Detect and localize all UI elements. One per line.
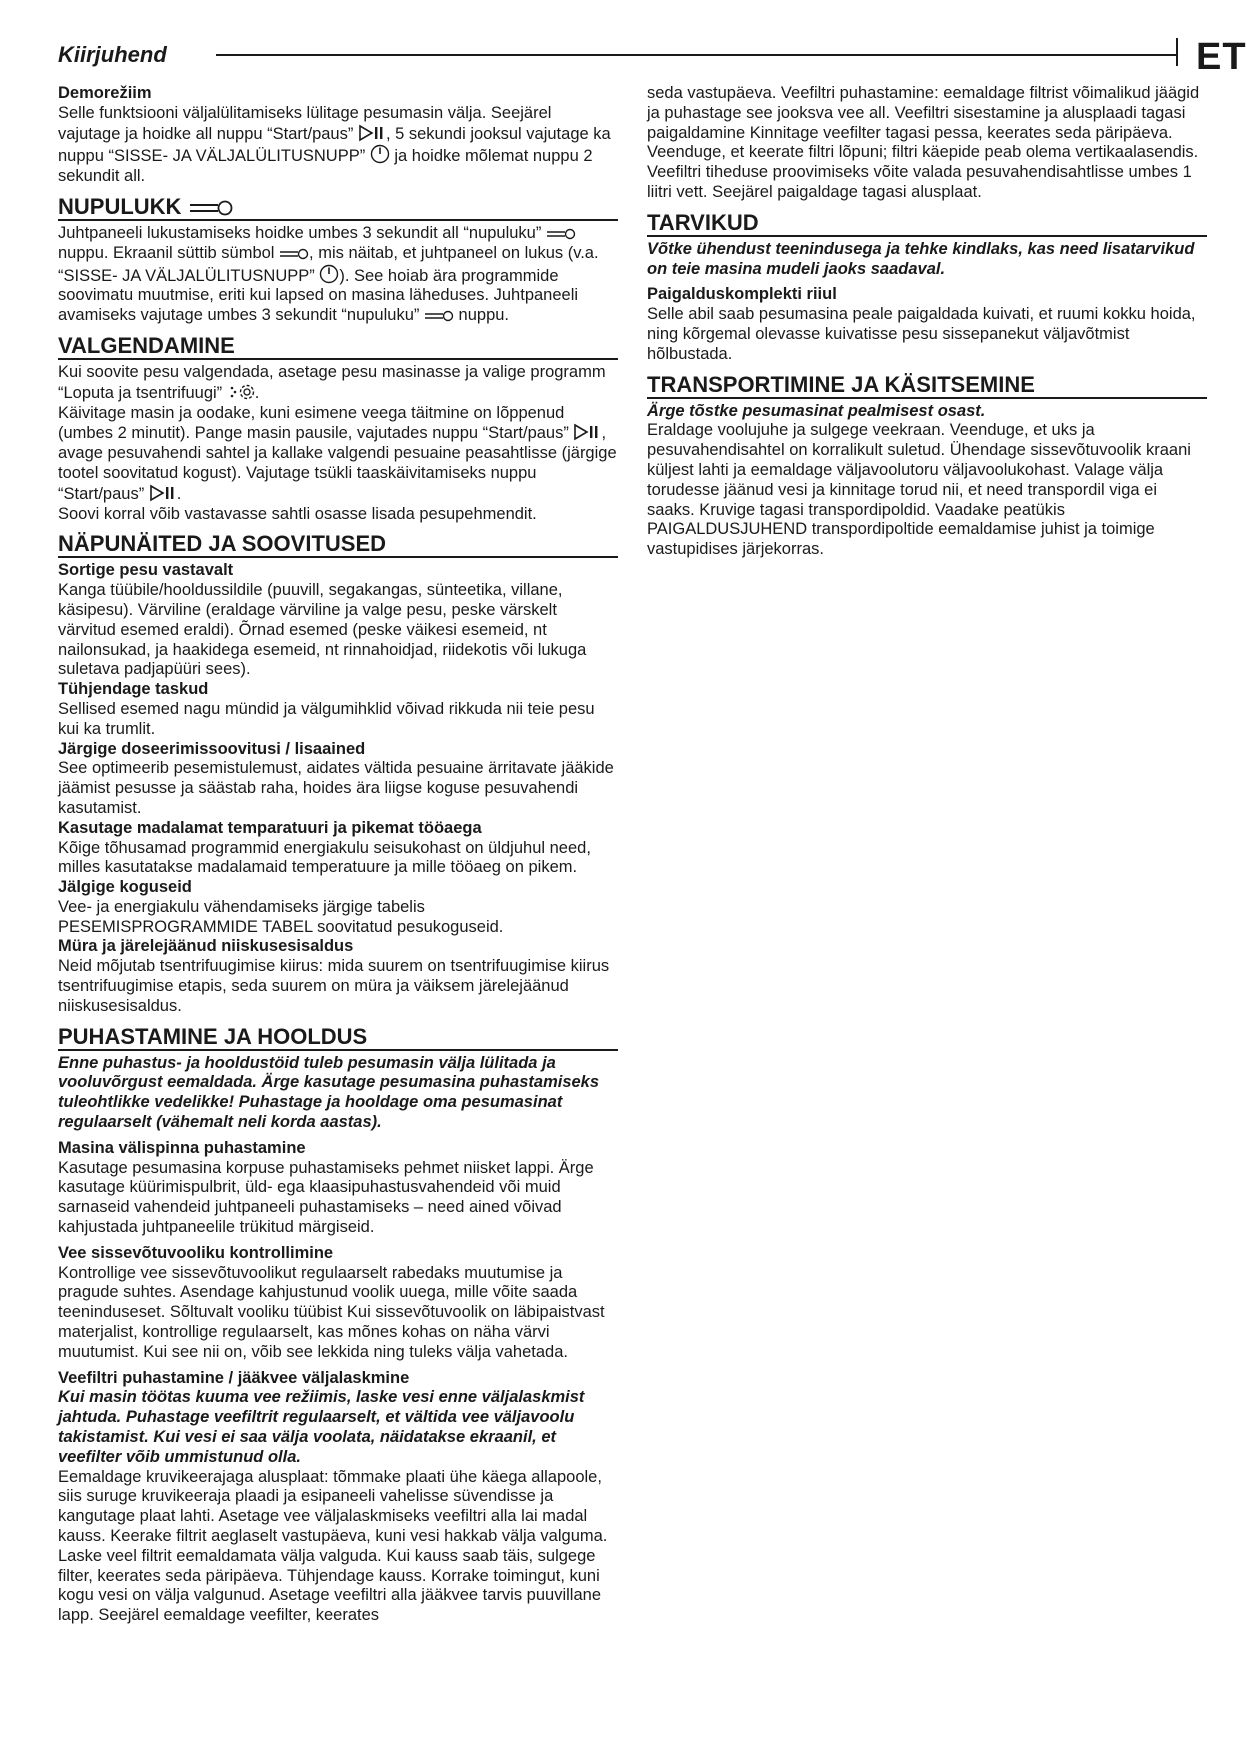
tip-heading: Müra ja järelejäänud niiskusesisaldus xyxy=(58,937,354,956)
tips-list xyxy=(58,561,618,1016)
outer-cleaning-text: Kasutage pesumasina korpuse puhastamiseks pehmet niisket lappi. Ärge kasutage küürimispulbrit, üld- ega klaasipuhastusvahendeid või muid sarnaseid vahendeid juhtpaneeli puhastamiseks – need ained võivad kahjustada juhtpaneelile trükitud märgiseid. xyxy=(58,1158,594,1237)
page-header xyxy=(58,36,1247,78)
start-pause-icon xyxy=(573,423,601,441)
outer-cleaning-heading: Masina välispinna puhastamine xyxy=(58,1138,306,1157)
tip-text: Sellised esemed nagu mündid ja välgumihklid võivad rikkuda nii teie pesu kui ka trumlit. xyxy=(58,699,595,738)
transport-heading: TRANSPORTIMINE JA KÄSITSEMINE xyxy=(647,372,1207,399)
tip-text: Neid mõjutab tsentrifuugimise kiirus: mida suurem on tsentrifuugimise kiirus tsentrifuugimise etapis, seda suurem on müra ja väiksem järelejäänud niiskusesisaldus. xyxy=(58,957,610,1015)
tip-text: See optimeerib pesemistulemust, aidates vältida pesuaine ärritavate jääkide jäämist pesusse ja säästab raha, hoides ära liigse koguse pesuvahendi kasutamist. xyxy=(58,759,614,817)
tip-heading: Jälgige koguseid xyxy=(58,878,192,897)
stacking-kit-text: Selle abil saab pesumasina peale paigaldada kuivati, et ruumi kokku hoida, ning kõrgemal olevasse kuivatisse pesu sissepanekut väljavõtmist hõlbustada. xyxy=(647,305,1196,363)
bleaching-text-3: Soovi korral võib vastavasse sahtli osasse lisada pesupehmendit. xyxy=(58,504,537,523)
power-icon xyxy=(370,144,390,164)
transport-text: Eraldage voolujuhe ja sulgege veekraan. Veenduge, et uks ja pesuvahendisahtel on korralikult suletud. Ühendage sissevõtuvoolik kraani küljest lahti ja eemaldage väljavoolutoru väljavoolukohast. Valage välja torudesse jäänud vesi ja kinnitage torud nii, et need transpordil viga ei saaks. Kruvige tagasi transpordipoldid. Vaadake peatükis PAIGALDUSJUHEND transpordipoltide eemaldamise juhist ja toimige vastupidises järjekorras. xyxy=(647,421,1191,559)
care-intro: Enne puhastus- ja hooldustöid tuleb pesumasin välja lülitada ja vooluvõrgust eemaldada. Ärge kasutage pesumasina puhastamiseks tuleohtlikke vedelikke! Puhastage ja hooldage oma pesumasinat regulaarselt (vähemalt neli korda aastas). xyxy=(58,1053,600,1132)
transport-intro: Ärge tõstke pesumasinat pealmisest osast. xyxy=(647,401,986,420)
tip-heading: Järgige doseerimissoovitusi / lisaained xyxy=(58,739,366,758)
care-heading: PUHASTAMINE JA HOOLDUS xyxy=(58,1024,618,1051)
button-lock-icon xyxy=(188,199,234,217)
filter-warning: Kui masin töötas kuuma vee režiimis, laske vesi enne väljalaskmist jahtuda. Puhastage veefiltrit regulaarselt, et vältida vee väljavoolu takistamist. Kui vesi ei saa välja voolata, näidatakse ekraanil, et veefilter võib ummistunud olla. xyxy=(58,1388,585,1466)
filter-cleaning-heading: Veefiltri puhastamine / jääkvee väljalaskmine xyxy=(58,1368,410,1387)
left-column xyxy=(58,84,618,1626)
filter-cleaning-text: Eemaldage kruvikeerajaga alusplaat: tõmmake plaati ühe käega allapoole, siis suruge kruvikeeraja plaadi ja esipaneeli vahelisse süvendisse ja kangutage plaat lahti. Asetage vee väljalaskmiseks veefiltri alla lai madal kauss. Keerake filtrit aeglaselt vastupäeva, kuni vesi hakkab välja valguma. Laske veel filtrit eemaldamata välja valguda. Kui kauss saab täis, sulgege filter, keerates seda päripäeva. Tühjendage kauss. Korrake toimingut, kuni kogu vesi on välja valgunud. Asetage veefiltri alla jääkvee tarvis puuvillane lapp. Seejärel eemaldage veefilter, keerates xyxy=(58,1467,608,1625)
right-column xyxy=(647,84,1207,560)
start-pause-icon xyxy=(149,484,177,502)
tip-text: Vee- ja energiakulu vähendamiseks järgige tabelis PESEMISPROGRAMMIDE TABEL soovitatud pesukoguseid. xyxy=(58,897,504,936)
tip-text: Kanga tüübile/hooldussildile (puuvill, segakangas, sünteetika, villane, käsipesu). Värviline (eraldage värviline ja valge pesu, peske värskelt värvitud esemed eraldi). Õrnad esemed (peske väikesi esemeid, nt nailonsukad, ja haakidega esemeid, nt rinnahoidjad, riidekotis või lukuga suletava padjapüüri sees). xyxy=(58,581,587,679)
start-pause-icon xyxy=(358,124,386,142)
tip-heading: Kasutage madalamat temparatuuri ja pikemat tööaega xyxy=(58,818,482,837)
accessories-intro: Võtke ühendust teenindusega ja tehke kindlaks, kas need lisatarvikud on teie masina mudeli jaoks saadaval. xyxy=(647,239,1195,278)
power-icon xyxy=(319,264,339,284)
bleaching-heading: VALGENDAMINE xyxy=(58,333,618,360)
demo-mode-heading: Demorežiim xyxy=(58,84,152,102)
stacking-kit-heading: Paigalduskomplekti riiul xyxy=(647,285,837,304)
button-lock-text: Juhtpaneeli lukustamiseks hoidke umbes 3 sekundit all “nupuluku” nuppu. Ekraanil süttib sümbol , mis näitab, et juhtpaneel on lukus (v.a. “SISSE- JA VÄLJALÜLITUSNUPP” ). See hoiab ära programmide soovimatu muutmise, eriti kui lapsed on masina läheduses. Juhtpaneeli avamiseks vajutage umbes 3 sekundit “nupuluku” nuppu. xyxy=(58,223,599,325)
button-lock-icon xyxy=(546,227,576,241)
button-lock-heading: NUPULUKK xyxy=(58,194,618,221)
filter-cleaning-continued: seda vastupäeva. Veefiltri puhastamine: eemaldage filtrist võimalikud jäägid ja puhastage see jooksva vee all. Veefiltri sisestamine ja alusplaadi tagasi paigaldamine Kinnitage veefilter tagasi pessa, keerates seda päripäeva. Veenduge, et keerate filtri lõpuni; filtri käepide peab olema vertikaalasendis. Veefiltri tiheduse proovimiseks võite valada pesuvahendisahtlisse umbes 1 liitri vett. Seejärel paigaldage tagasi alusplaat. xyxy=(647,84,1200,201)
demo-mode-text: Selle funktsiooni väljalülitamiseks lülitage pesumasin välja. Seejärel vajutage ja hoidke all nuppu “Start/paus” , 5 sekundi jooksul vajutage ka nuppu “SISSE- JA VÄLJALÜLITUSNUPP” ja hoidke mõlemat nuppu 2 sekundit all. xyxy=(58,103,611,186)
button-lock-icon xyxy=(279,247,309,261)
tips-heading: NÄPUNÄITED JA SOOVITUSED xyxy=(58,531,618,558)
document-title: Kiirjuhend xyxy=(58,42,167,67)
tip-heading: Sortige pesu vastavalt xyxy=(58,561,234,580)
button-lock-icon xyxy=(424,309,454,323)
header-rule xyxy=(216,54,1178,56)
header-divider xyxy=(1176,38,1178,66)
hose-check-heading: Vee sissevõtuvooliku kontrollimine xyxy=(58,1243,334,1262)
language-code: ET xyxy=(1196,36,1247,78)
bleaching-text-2: Käivitage masin ja oodake, kuni esimene veega täitmine on lõppenud (umbes 2 minutit). Pange masin pausile, vajutades nuppu “Start/paus” , avage pesuvahendi sahtel ja kallake valgendi pesuaine peasahtlisse (järgige tootel soovitatud kogust). Vajutage tsükli taaskäivitamiseks nuppu “Start/paus” . xyxy=(58,403,617,503)
accessories-heading: TARVIKUD xyxy=(647,210,1207,237)
bleaching-text-1: Kui soovite pesu valgendada, asetage pesu masinasse ja valige programm “Loputa ja tsentrifuugi” . xyxy=(58,362,606,402)
tip-text: Kõige tõhusamad programmid energiakulu seisukohast on üldjuhul need, milles kasutatakse madalamaid temperatuure ja mille tööaeg on pikem. xyxy=(58,838,591,877)
hose-check-text: Kontrollige vee sissevõtuvoolikut regulaarselt rabedaks muutumise ja pragude suhtes. Asendage kahjustunud voolik uuega, mille võite saada teeninduseset. Sõltuvalt vooliku tüübist Kui sissevõtuvoolik on läbipaistvast materjalist, kontrollige regulaarselt, kas mõnes kohas on näha värvi muutumist. Kui see nii on, võib see lekkida ning tuleks välja vahetada. xyxy=(58,1263,605,1361)
rinse-spin-icon xyxy=(227,383,255,401)
tip-heading: Tühjendage taskud xyxy=(58,680,209,699)
